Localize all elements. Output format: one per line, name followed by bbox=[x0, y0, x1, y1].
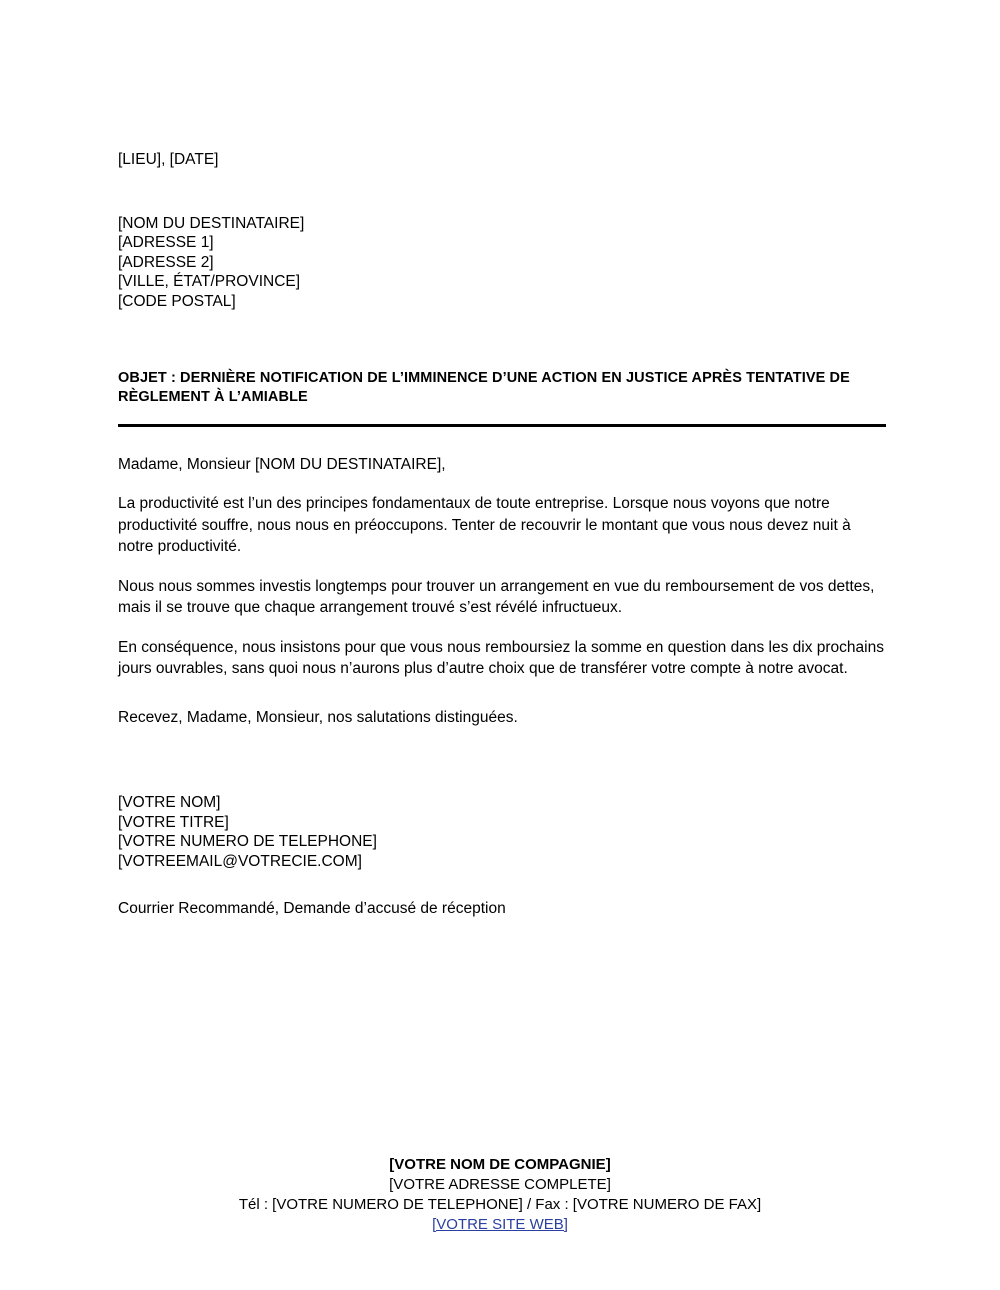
salutation: Madame, Monsieur [NOM DU DESTINATAIRE], bbox=[118, 456, 446, 473]
signature-space bbox=[118, 727, 886, 793]
page-footer bbox=[0, 1155, 1000, 1235]
sender-phone: [VOTRE NUMERO DE TELEPHONE] bbox=[118, 833, 377, 850]
spacer bbox=[118, 170, 886, 214]
recipient-address-block bbox=[118, 214, 886, 312]
subject-line: OBJET : DERNIÈRE NOTIFICATION DE L’IMMINENCE D’UNE ACTION EN JUSTICE APRÈS TENTATIVE DE RÈGLEMENT À L’AMIABLE bbox=[118, 370, 850, 405]
spacer bbox=[118, 871, 886, 899]
recipient-address-2: [ADRESSE 2] bbox=[118, 253, 214, 271]
footer-address: [VOTRE ADRESSE COMPLETE] bbox=[389, 1176, 611, 1193]
recipient-address-1: [ADRESSE 1] bbox=[118, 234, 214, 251]
footer-phone-fax: Tél : [VOTRE NUMERO DE TELEPHONE] / Fax : [VOTRE NUMERO DE FAX] bbox=[238, 1196, 762, 1213]
letter-body bbox=[118, 150, 886, 919]
spacer bbox=[118, 311, 886, 369]
paragraph-2: Nous nous sommes investis longtemps pour trouver un arrangement en vue du remboursement de vos dettes, mais il se trouve que chaque arrangement trouvé s’est révélé infructueux. bbox=[118, 577, 875, 616]
footer-company-name: [VOTRE NOM DE COMPAGNIE] bbox=[389, 1156, 611, 1173]
sender-title: [VOTRE TITRE] bbox=[118, 813, 229, 831]
recipient-postal-code: [CODE POSTAL] bbox=[118, 292, 236, 310]
spacer bbox=[118, 558, 886, 576]
signature-block bbox=[118, 793, 886, 871]
date-location-line: [LIEU], [DATE] bbox=[118, 151, 219, 168]
sender-email: [VOTREEMAIL@VOTRECIE.COM] bbox=[118, 852, 362, 870]
footer-website-link[interactable]: [VOTRE SITE WEB] bbox=[432, 1216, 568, 1233]
paragraph-1: La productivité est l’un des principes fondamentaux de toute entreprise. Lorsque nous voyons que notre productivité souffre, nous nous en préoccupons. Tenter de recouvrir le montant que vous nous devez nuit à notre productivité. bbox=[118, 495, 851, 555]
spacer bbox=[118, 619, 886, 637]
spacer bbox=[118, 680, 886, 708]
closing-line: Recevez, Madame, Monsieur, nos salutations distinguées. bbox=[118, 708, 518, 726]
recipient-city-state: [VILLE, ÉTAT/PROVINCE] bbox=[118, 273, 301, 290]
recipient-name: [NOM DU DESTINATAIRE] bbox=[118, 214, 305, 232]
spacer bbox=[118, 475, 886, 493]
spacer bbox=[118, 427, 886, 455]
sender-name: [VOTRE NOM] bbox=[118, 794, 221, 811]
delivery-note: Courrier Recommandé, Demande d’accusé de réception bbox=[118, 900, 506, 917]
paragraph-3: En conséquence, nous insistons pour que vous nous remboursiez la somme en question dans les dix prochains jours ouvrables, sans quoi nous n’aurons plus d’autre choix que de transférer votre compte à notre avocat. bbox=[118, 638, 884, 677]
